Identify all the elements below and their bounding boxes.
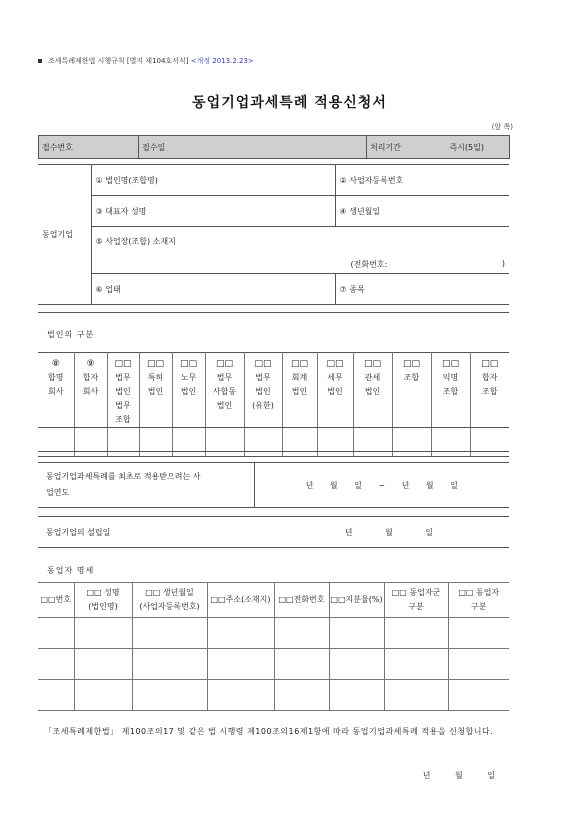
member-column-header (448, 583, 509, 618)
first-apply-table (38, 462, 509, 508)
establishment-date[interactable]: 년 월 일 (254, 517, 509, 548)
corp-name-field[interactable]: ① 법인명(조합명) (91, 165, 335, 196)
member-cell[interactable] (207, 680, 274, 711)
member-cell[interactable] (132, 649, 207, 680)
corp-type-column (74, 353, 107, 428)
first-apply-label (38, 463, 254, 508)
member-header-text: □□지분율(%) (330, 595, 383, 604)
corp-type-column (107, 353, 139, 428)
form-title: 동업기업과세특례 적용신청서 (192, 95, 387, 111)
corp-type-label: 익명 (442, 373, 459, 382)
corp-type-label: 법무 (115, 401, 131, 410)
corp-type-mark: □□ (363, 359, 381, 369)
corp-type-mark: □□ (114, 359, 132, 369)
corp-type-mark: □□ (326, 359, 344, 369)
corp-type-label: 법인 (180, 387, 197, 396)
corp-type-section-title: 법인의 구분 (47, 330, 95, 339)
item-field[interactable]: ⑦ 종목 (335, 274, 509, 305)
corp-type-check-cell[interactable] (353, 428, 392, 457)
member-header-text: □□ 동업자군 (391, 588, 441, 597)
member-cell[interactable] (132, 618, 207, 649)
corp-type-column (38, 353, 74, 428)
corp-type-check-cell[interactable] (431, 428, 470, 457)
page-side-note: (앞 쪽) (491, 123, 513, 131)
member-cell[interactable] (38, 680, 74, 711)
member-cell[interactable] (74, 680, 132, 711)
member-header-text: (법인명) (88, 602, 118, 611)
biz-reg-no-field[interactable]: ② 사업자등록번호 (335, 165, 509, 196)
member-header-text: □□전화번호 (278, 595, 325, 604)
corp-type-label: 조합 (482, 387, 498, 396)
member-cell[interactable] (274, 680, 329, 711)
member-cell[interactable] (384, 618, 448, 649)
bullet-icon (38, 59, 42, 63)
corp-type-check-cell[interactable] (139, 428, 172, 457)
corp-type-column (139, 353, 172, 428)
corp-type-mark: □□ (402, 359, 420, 369)
corp-type-label: 회사 (82, 387, 99, 396)
member-cell[interactable] (384, 649, 448, 680)
establishment-label: 동업기업의 설립일 (38, 517, 254, 548)
receipt-date-label: 접수일 (139, 136, 367, 159)
corp-type-column (470, 353, 509, 428)
member-row (38, 618, 509, 649)
member-cell[interactable] (274, 649, 329, 680)
corp-type-column (317, 353, 353, 428)
corp-type-label: 세무 (327, 373, 343, 382)
processing-value: 즉시(5일) (449, 142, 484, 152)
corp-type-check-cell[interactable] (392, 428, 431, 457)
member-cell[interactable] (329, 680, 384, 711)
member-column-header (207, 583, 274, 618)
business-type-field[interactable]: ⑥ 업태 (91, 274, 335, 305)
member-row (38, 649, 509, 680)
member-header-text: □□ 성명 (86, 588, 120, 597)
member-cell[interactable] (74, 649, 132, 680)
member-cell[interactable] (384, 680, 448, 711)
declaration-date[interactable]: 년 월 일 (422, 771, 495, 780)
corp-type-label: 조합 (442, 387, 459, 396)
corp-type-label: 합명 (48, 373, 64, 382)
representative-field[interactable]: ③ 대표자 성명 (91, 196, 335, 227)
corp-type-label: 합자 (482, 373, 498, 382)
establishment-table (38, 516, 509, 548)
business-section-label: 동업기업 (38, 165, 91, 305)
phone-field[interactable] (91, 255, 509, 274)
corp-type-mark: □□ (215, 359, 233, 369)
corp-type-label: 조합 (403, 373, 420, 382)
member-header-text: □□번호 (40, 595, 72, 604)
corp-type-column (244, 353, 282, 428)
member-column-header (38, 583, 74, 618)
corp-type-label: 법인 (216, 401, 233, 410)
corp-type-label: 노무 (180, 373, 197, 382)
members-section-title: 동업자 명세 (47, 566, 95, 575)
corp-type-mark: □□ (481, 359, 499, 369)
corp-type-column (282, 353, 317, 428)
member-cell[interactable] (207, 649, 274, 680)
member-cell[interactable] (74, 618, 132, 649)
first-apply-period[interactable]: 년 월 일 ~ 년 월 일 (254, 463, 509, 508)
member-cell[interactable] (448, 618, 509, 649)
member-row (38, 680, 509, 711)
corp-type-label: 법인 (147, 387, 164, 396)
revision-date: <개정 2013.2.23> (190, 57, 254, 65)
business-info-table (38, 164, 509, 305)
member-header-text: 구분 (471, 602, 487, 611)
corp-type-label: 관세 (364, 373, 381, 382)
member-cell[interactable] (448, 680, 509, 711)
divider (38, 312, 509, 313)
law-reference: 조세특례제한법 시행규칙 [별지 제104호서식] (48, 57, 189, 65)
corp-type-mark: ⑧ (51, 359, 60, 369)
corp-type-label: 사합동 (212, 387, 237, 396)
corp-type-label: (유한) (252, 401, 274, 410)
form-reference (38, 56, 254, 66)
corp-type-label: 회계 (291, 373, 308, 382)
corp-type-mark: □□ (179, 359, 197, 369)
corp-type-check-cell[interactable] (244, 428, 282, 457)
corp-type-label: 법무 (255, 373, 271, 382)
corp-type-table (38, 352, 509, 457)
member-column-header (384, 583, 448, 618)
declaration-text: 「조세특례제한법」 제100조의17 및 같은 법 시행령 제100조의16제1항에 따라 동업기업과세특례 적용을 신청합니다. (44, 727, 494, 736)
birth-date-field[interactable]: ④ 생년월일 (335, 196, 509, 227)
corp-type-column (172, 353, 205, 428)
corp-type-mark: ⑨ (86, 359, 95, 369)
member-header-text: 구분 (408, 602, 424, 611)
corp-type-column (431, 353, 470, 428)
first-apply-label-line2: 업연도 (46, 488, 70, 497)
corp-type-check-cell[interactable] (282, 428, 317, 457)
corp-type-label: 합자 (82, 373, 99, 382)
corp-type-column (205, 353, 244, 428)
corp-type-check-cell[interactable] (317, 428, 353, 457)
processing-period (367, 136, 510, 159)
corp-type-check-cell[interactable] (107, 428, 139, 457)
receipt-number-label: 접수번호 (39, 136, 139, 159)
member-cell[interactable] (329, 649, 384, 680)
corp-type-mark: □□ (441, 359, 459, 369)
phone-open-label: (전화번호: (350, 259, 388, 269)
corp-type-label: 법인 (115, 387, 131, 396)
member-column-header (274, 583, 329, 618)
member-column-header (74, 583, 132, 618)
corp-type-column (392, 353, 431, 428)
corp-type-check-cell[interactable] (172, 428, 205, 457)
member-cell[interactable] (207, 618, 274, 649)
processing-label: 처리기간 (370, 142, 401, 152)
members-table (38, 582, 509, 711)
member-cell[interactable] (38, 618, 74, 649)
member-header-text: □□주소(소재지) (210, 595, 271, 604)
corp-type-check-cell[interactable] (74, 428, 107, 457)
corp-type-check-cell[interactable] (205, 428, 244, 457)
member-header-text: □□ 생년월일 (145, 588, 194, 597)
corp-type-mark: □□ (254, 359, 272, 369)
member-cell[interactable] (448, 649, 509, 680)
corp-type-mark: □□ (146, 359, 164, 369)
divider (38, 451, 509, 452)
corp-type-label: 특허 (147, 373, 164, 382)
corp-type-label: 법무 (216, 373, 233, 382)
address-field[interactable]: ⑤ 사업장(조합) 소재지 (91, 227, 509, 256)
corp-type-column (353, 353, 392, 428)
member-header-text: □□ 동업자 (458, 588, 500, 597)
member-cell[interactable] (132, 680, 207, 711)
member-cell[interactable] (274, 618, 329, 649)
member-column-header (132, 583, 207, 618)
corp-type-check-cell[interactable] (470, 428, 509, 457)
corp-type-label: 조합 (115, 415, 131, 424)
corp-type-mark: □□ (290, 359, 308, 369)
corp-type-check-cell[interactable] (38, 428, 74, 457)
member-cell[interactable] (329, 618, 384, 649)
corp-type-label: 회사 (48, 387, 64, 396)
corp-type-label: 법인 (255, 387, 271, 396)
first-apply-label-line1: 동업기업과세특례를 최초로 적용받으려는 사 (46, 472, 201, 481)
corp-type-label: 법인 (364, 387, 381, 396)
member-column-header (329, 583, 384, 618)
member-cell[interactable] (38, 649, 74, 680)
corp-type-label: 법인 (291, 387, 308, 396)
phone-close-label: ) (501, 258, 505, 268)
corp-type-label: 법인 (327, 387, 343, 396)
member-header-text: (사업자등록번호) (139, 602, 200, 611)
receipt-table (38, 135, 510, 159)
corp-type-label: 법무 (115, 373, 131, 382)
